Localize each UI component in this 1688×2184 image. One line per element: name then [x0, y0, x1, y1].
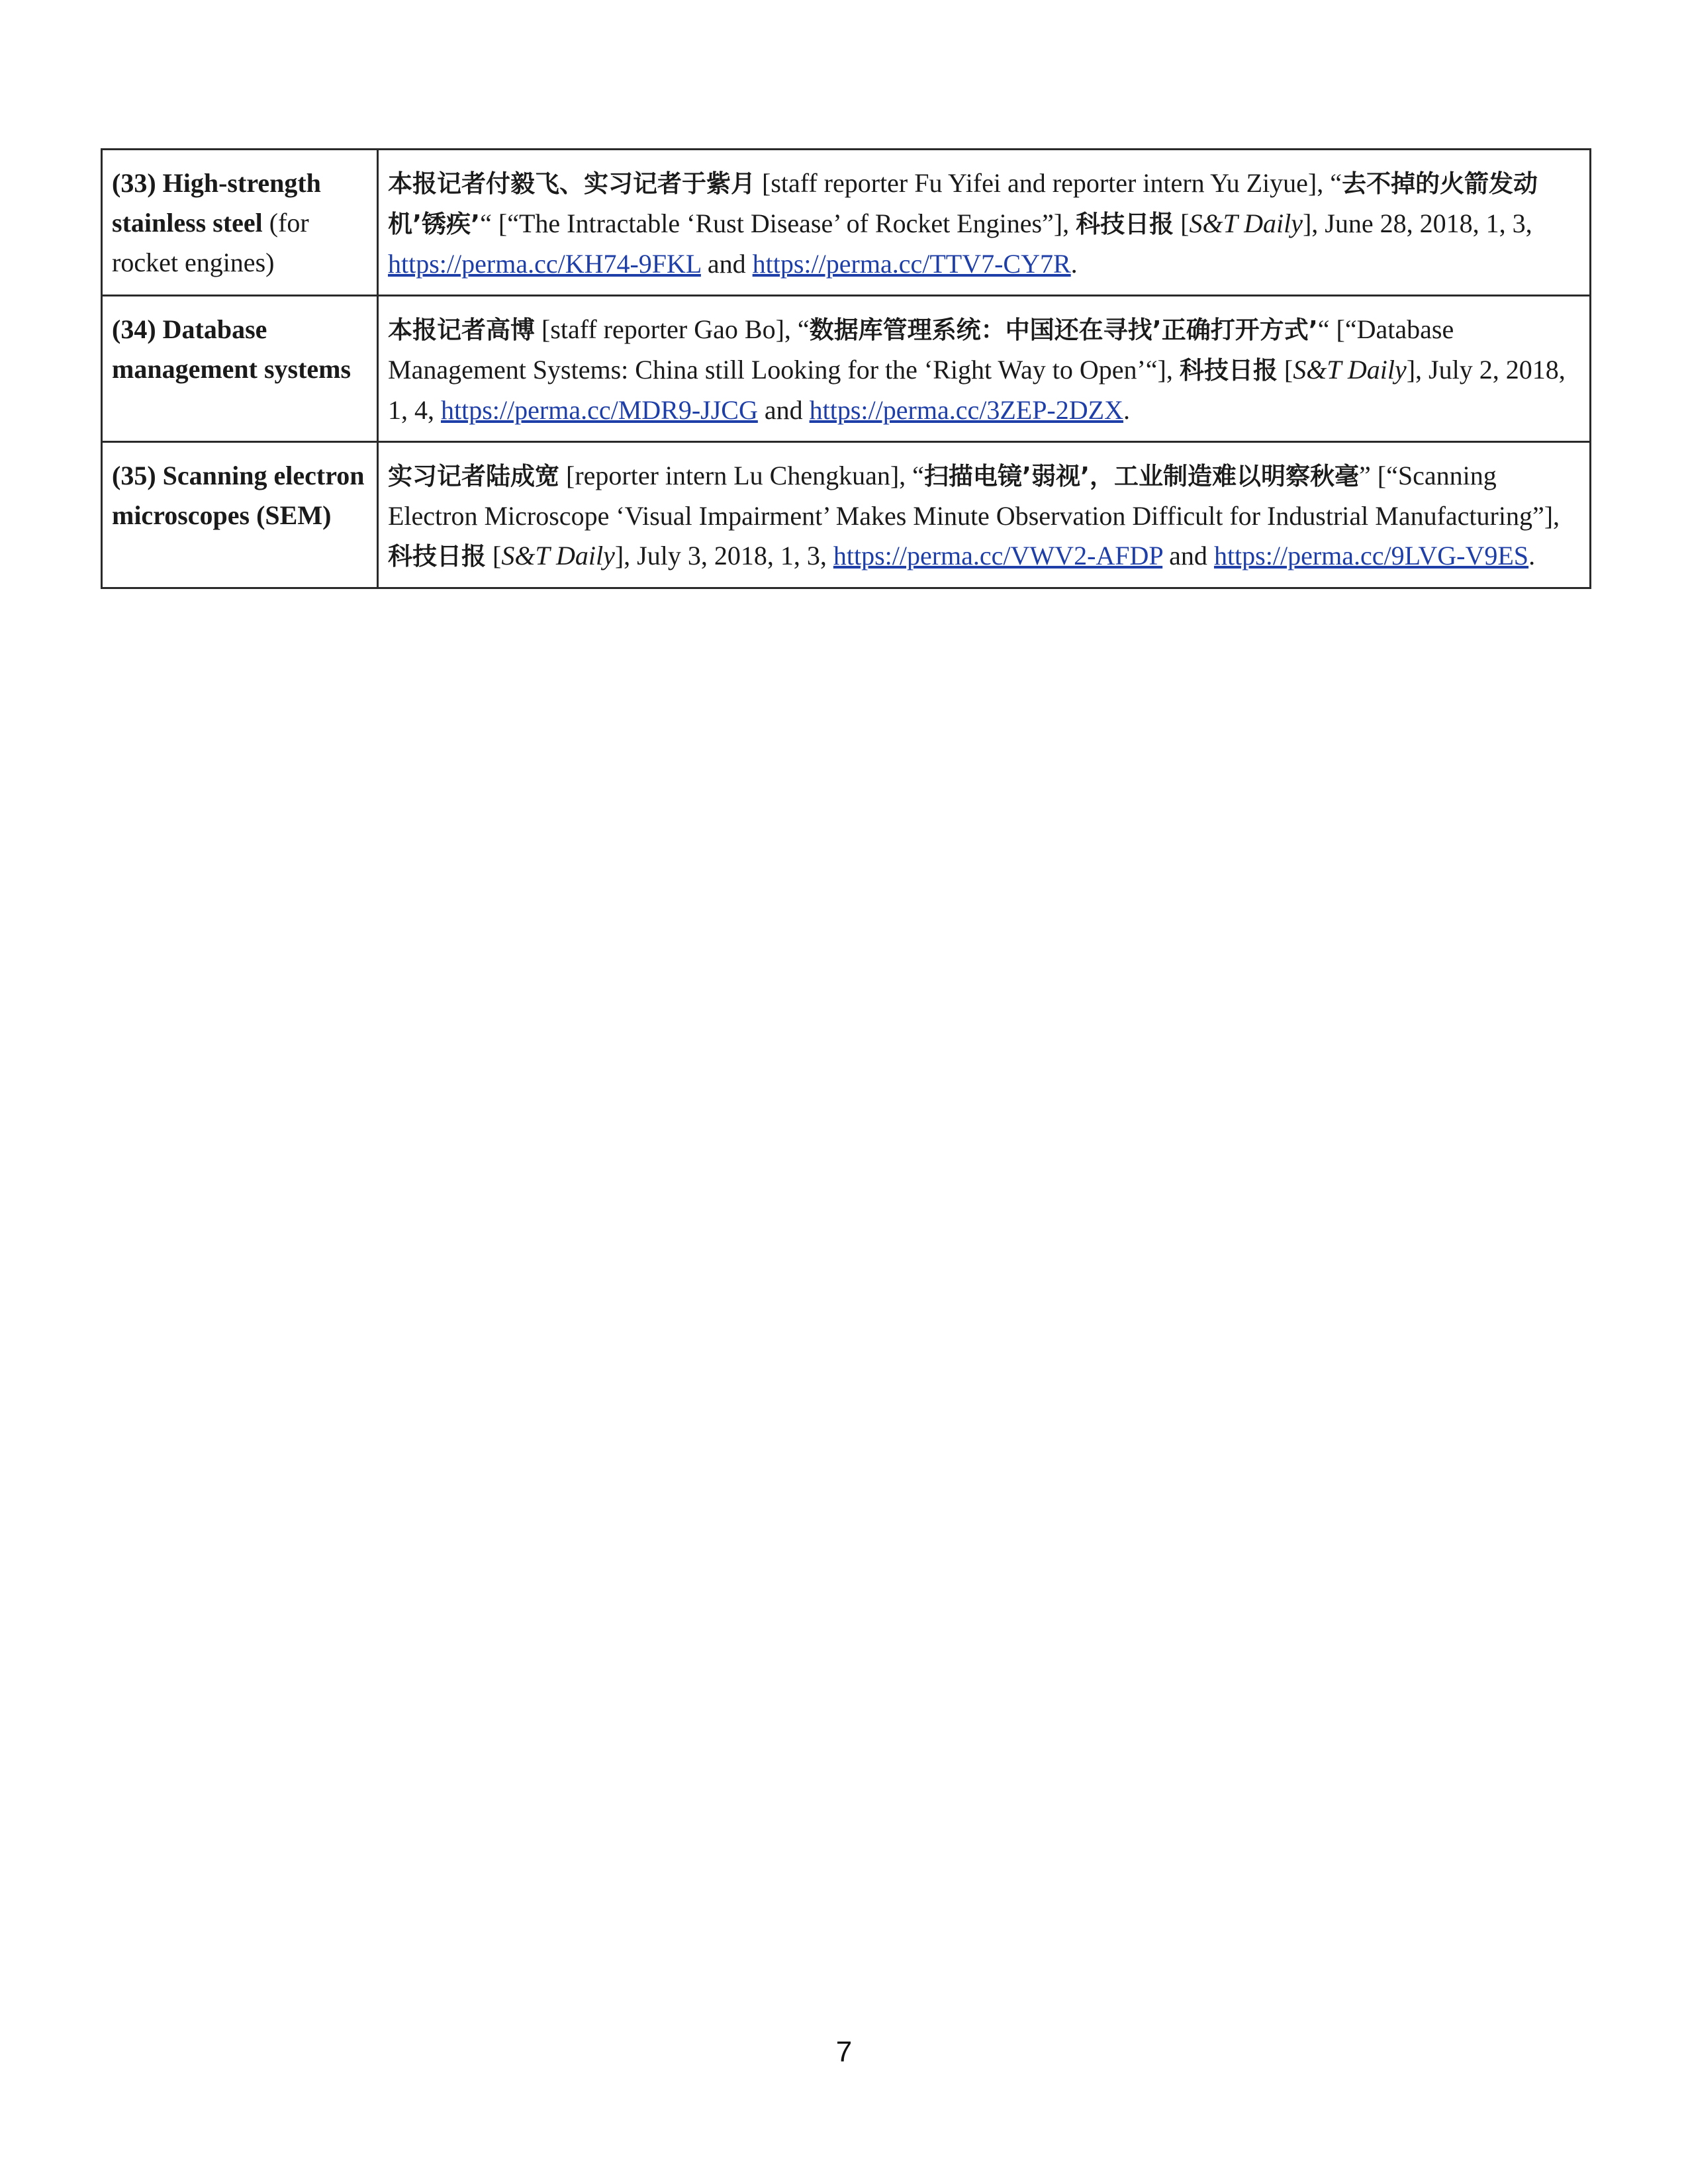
table-row: [102, 296, 1591, 442]
newspaper-english: S&T Daily: [1189, 208, 1303, 238]
topic-note: (for rocket engines): [112, 208, 309, 277]
table-row: [102, 442, 1591, 588]
conjunction: and: [1162, 541, 1214, 570]
newspaper-chinese: 科技日报: [388, 542, 486, 570]
bracket-open: [: [1174, 208, 1190, 238]
author-chinese: 实习记者陆成宽: [388, 462, 559, 490]
citation-cell: [378, 150, 1591, 296]
reference-table: [101, 148, 1591, 589]
title-english: “ [“Database Management Systems: China still Looking for the ‘Right Way to Open’“],: [388, 314, 1454, 385]
page-number: 7: [835, 2036, 853, 2068]
newspaper-chinese: 科技日报: [1076, 210, 1174, 238]
newspaper-english: S&T Daily: [1293, 355, 1407, 385]
conjunction: and: [700, 249, 753, 279]
topic-title: (33) High-strength stainless steel: [112, 168, 321, 238]
perma-link-2[interactable]: https://perma.cc/3ZEP-2DZX: [809, 395, 1123, 425]
perma-link-2[interactable]: https://perma.cc/9LVG-V9ES: [1213, 541, 1529, 570]
perma-link-1[interactable]: https://perma.cc/MDR9-JJCG: [441, 395, 758, 425]
title-english: “ [“The Intractable ‘Rust Disease’ of Rocket Engines”],: [480, 208, 1076, 238]
citation-cell: [378, 442, 1591, 588]
topic-cell: [102, 442, 378, 588]
newspaper-english: S&T Daily: [501, 541, 615, 570]
bracket-open: [: [486, 541, 502, 570]
author-english: [reporter intern Lu Chengkuan], “: [559, 461, 924, 490]
citation-date: ], July 2, 2018, 1, 4,: [388, 355, 1566, 425]
perma-link-1[interactable]: https://perma.cc/VWV2-AFDP: [833, 541, 1163, 570]
perma-link-1[interactable]: https://perma.cc/KH74-9FKL: [388, 249, 701, 279]
title-english: ” [“Scanning Electron Microscope ‘Visual Impairment’ Makes Minute Observation Difficult for Industrial Manufacturing”],: [388, 461, 1560, 531]
perma-link-2[interactable]: https://perma.cc/TTV7-CY7R: [752, 249, 1071, 279]
title-chinese: 去不掉的火箭发动机’锈疾’: [388, 169, 1538, 238]
author-english: [staff reporter Fu Yifei and reporter intern Yu Ziyue], “: [755, 168, 1342, 198]
topic-title: (34) Database management systems: [112, 314, 352, 384]
period: .: [1123, 395, 1130, 425]
author-chinese: 本报记者付毅飞、实习记者于紫月: [388, 169, 755, 198]
topic-cell: [102, 296, 378, 442]
period: .: [1070, 249, 1078, 279]
bracket-open: [: [1277, 355, 1293, 385]
newspaper-chinese: 科技日报: [1179, 356, 1278, 385]
title-chinese: 扫描电镜’弱视’，工业制造难以明察秋毫: [923, 462, 1360, 490]
citation-date: ], July 3, 2018, 1, 3,: [614, 541, 833, 570]
topic-title: (35) Scanning electron microscopes (SEM): [112, 461, 365, 530]
period: .: [1528, 541, 1536, 570]
author-english: [staff reporter Gao Bo], “: [535, 314, 810, 344]
title-chinese: 数据库管理系统：中国还在寻找’正确打开方式’: [809, 316, 1318, 344]
citation-cell: [378, 296, 1591, 442]
author-chinese: 本报记者高博: [388, 316, 535, 344]
topic-cell: [102, 150, 378, 296]
conjunction: and: [757, 395, 810, 425]
citation-date: ], June 28, 2018, 1, 3,: [1302, 208, 1532, 238]
table-row: [102, 150, 1591, 296]
